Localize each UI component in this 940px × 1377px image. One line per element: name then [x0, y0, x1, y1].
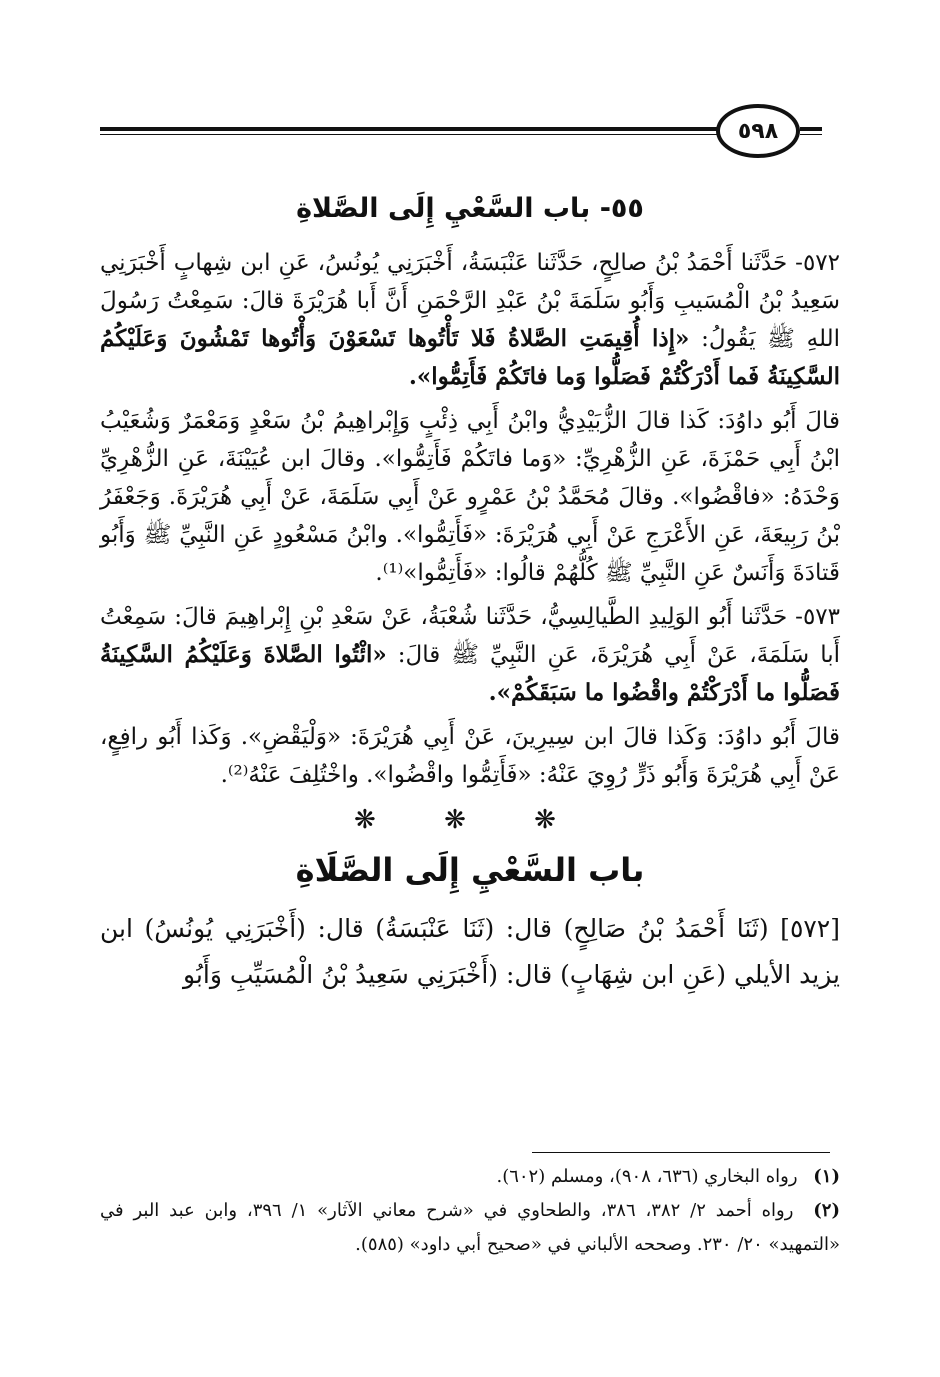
page-number: ٥٩٨ — [737, 118, 779, 144]
footnote-marker: (١) — [813, 1166, 840, 1187]
hadith-572-matn: «إِذا أُقِيمَتِ الصَّلاةُ فَلا تَأْتُوها تَسْعَوْنَ وَأْتُوها تَمْشُونَ وَعَلَيْكُمُ السَّكِينَةُ فَما أَدْرَكْتُمْ فَصَلُّوا وَما فاتَكُمْ فَأَتِمُّوا». — [100, 325, 840, 390]
header-rule-right — [800, 127, 822, 131]
hadith-573 — [100, 598, 840, 712]
chapter-title: ٥٥- باب السَّعْيِ إِلَى الصَّلاةِ — [296, 193, 644, 224]
hadith-572-isnad: ٥٧٢- حَدَّثَنا أَحْمَدُ بْنُ صالِحٍ، حَدَّثَنا عَنْبَسَةُ، أَخْبَرَنِي يُونُسُ، عَنِ ابن شِهابٍ أَخْبَرَنِي سَعِيدُ بْنُ الْمُسَيبِ وَأَبُو سَلَمَةَ بْنُ عَبْدِ الرَّحْمَنِ أَنَّ أَبا هُرَيْرَةَ قالَ: سَمِعْتُ رَسُولَ اللهِ ﷺ يَقُولُ: — [100, 250, 840, 352]
commentary-572: [٥٧٢] (ثَنَا أَحْمَدُ بْنُ صَالِحٍ) قال: (ثَنَا عَنْبَسَةُ) قال: (أَخْبَرَنِي يُونُسُ) ابن يزيد الأيلي (عَنِ ابن شِهَابٍ) قال: (أَخْبَرَنِي سَعِيدُ بْنُ الْمُسَيِّبِ وَأَبُو — [100, 914, 840, 989]
page-header — [100, 100, 840, 160]
abu-dawud-note-573: قالَ أَبُو داوُدَ: وَكَذا قالَ ابن سِيرِينَ، عَنْ أَبِي هُرَيْرَةَ: «وَلْيَقْضِ». وَكَذا أَبُو رافِعٍ، عَنْ أَبِي هُرَيْرَةَ وَأَبُو ذَرٍّ رُوِيَ عَنْهُ: «فَأَتِمُّوا واقْضُوا». واخْتُلِفَ عَنْهُ⁽²⁾. — [100, 724, 840, 788]
header-rule-thick — [100, 127, 718, 131]
abu-dawud-note-572: قالَ أَبُو داوُدَ: كَذا قالَ الزُّبَيْدِيُّ وابْنُ أَبِي ذِئْبٍ وَإِبْراهِيمُ بْنُ سَعْدٍ وَمَعْمَرٌ وَشُعَيْبُ ابْنُ أَبِي حَمْزَةَ، عَنِ الزُّهْرِيِّ: «وَما فاتَكُمْ فَأَتِمُّوا». وقالَ ابن عُيَيْنَةَ، عَنِ الزُّهْرِيِّ وَحْدَهُ: «فاقْضُوا». وقالَ مُحَمَّدُ بْنُ عَمْرٍو عَنْ أَبِي سَلَمَةَ، عَنْ أَبِي هُرَيْرَةَ. وَجَعْفَرُ بْنُ رَبِيعَةَ، عَنِ الأَعْرَجِ عَنْ أَبِي هُرَيْرَةَ: «فَأَتِمُّوا». وابْنُ مَسْعُودٍ عَنِ النَّبِيِّ ﷺ وَأَبُو قَتادَةَ وَأَنَسٌ عَنِ النَّبِيِّ ﷺ كُلُّهُمْ قالُوا: «فَأَتِمُّوا»⁽¹⁾. — [100, 408, 840, 586]
footnote-2 — [100, 1194, 840, 1262]
footnotes — [100, 1160, 840, 1262]
footnote-text: رواه البخاري (٦٣٦، ٩٠٨)، ومسلم (٦٠٢). — [496, 1166, 798, 1187]
hadith-573-matn: «ائْتُوا الصَّلاةَ وَعَلَيْكُمُ السَّكِينَةُ فَصَلُّوا ما أَدْرَكْتُمْ واقْضُوا ما سَبَقَكُمْ». — [100, 641, 840, 706]
section-separator: ❋ ❋ ❋ — [354, 805, 586, 835]
header-rule-right-thin — [800, 134, 822, 135]
header-rule-thin — [100, 134, 718, 135]
footnote-marker: (٢) — [813, 1200, 840, 1221]
footnote-divider — [532, 1152, 830, 1153]
hadith-573-isnad: ٥٧٣- حَدَّثَنا أَبُو الوَلِيدِ الطَّيالِسِيُّ، حَدَّثَنا شُعْبَةُ، عَنْ سَعْدِ بْنِ إِبْراهِيمَ قالَ: سَمِعْتُ أَبا سَلَمَةَ، عَنْ أَبِي هُرَيْرَةَ، عَنِ النَّبِيِّ ﷺ قالَ: — [100, 604, 840, 668]
main-text — [100, 188, 840, 998]
footnote-text: رواه أحمد ٢/ ٣٨٢، ٣٨٦، والطحاوي في «شرح معاني الآثار» ١/ ٣٩٦، وابن عبد البر في «التمهيد» ٢٠/ ٢٣٠. وصححه الألباني في «صحيح أبي داود» (٥٨٥). — [100, 1200, 840, 1255]
hadith-572 — [100, 244, 840, 396]
footnote-1 — [100, 1160, 840, 1194]
section-title: باب السَّعْيِ إِلَى الصَّلَاةِ — [295, 851, 645, 889]
page-number-badge — [716, 104, 800, 158]
